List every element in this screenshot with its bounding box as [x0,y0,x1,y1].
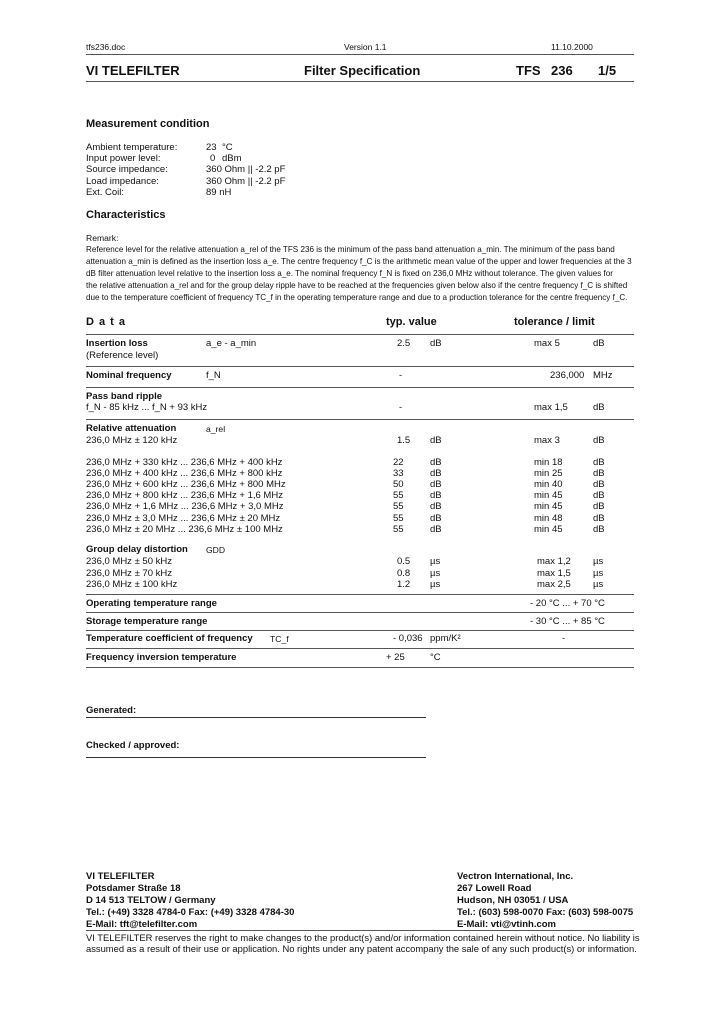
storage-temp-tol: - 30 °C ... + 85 °C [530,616,605,627]
gdd-unit: µs [430,556,441,567]
rel-att-tol: min 25 [534,468,563,479]
rel-att-range: 236,0 MHz ± 3,0 MHz ... 236,6 MHz ± 20 MHz [86,513,281,524]
pass-band-typ: - [399,402,403,413]
col-data-header: D a t a [86,316,127,328]
rel-att-unit: dB [430,435,442,446]
disclaimer-line: assumed as a result of their use or application. No rights under any patent accompany the sale of any such product(s) or information. [86,943,637,954]
insertion-loss-tol-unit: dB [593,338,605,349]
insertion-loss-symbol: a_e - a_min [206,338,257,349]
version-label: Version 1.1 [344,42,387,52]
rel-att-unit: dB [430,468,442,479]
rel-att-unit: dB [430,457,442,468]
page-title: Filter Specification [304,63,421,78]
rel-att-range: 236,0 MHz + 1,6 MHz ... 236,6 MHz + 3,0 MHz [86,501,284,512]
disclaimer-line: VI TELEFILTER reserves the right to make changes to the product(s) and/or information contained herein without notice. No liability is [86,932,640,943]
rel-att-tol: min 40 [534,479,563,490]
freq-inversion-unit: °C [430,652,441,663]
footer-street: Potsdamer Straße 18 [86,883,181,894]
row-rule [86,594,634,595]
part-prefix: TFS [516,63,541,78]
insertion-loss-label: Insertion loss [86,338,148,349]
freq-inversion-label: Frequency inversion temperature [86,652,237,663]
nominal-frequency-symbol: f_N [206,370,221,381]
gdd-range: 236,0 MHz ± 50 kHz [86,556,172,567]
measurement-value: 360 Ohm || -2.2 pF [206,164,286,175]
remark-line: Reference level for the relative attenuation a_rel of the TFS 236 is the minimum of the pass band attenuation a_min. The minimum of the pass band [86,245,615,254]
footer-company: VI TELEFILTER [86,871,155,882]
generated-label: Generated: [86,705,137,716]
gdd-typ: 0.8 [397,568,411,579]
measurement-value: 89 nH [206,187,232,198]
relative-attenuation-symbol: a_rel [206,424,226,434]
rel-att-unit: dB [430,513,442,524]
rel-att-tol-unit: dB [593,501,605,512]
remark-line: due to the temperature coefficient of frequency TC_f in the operating temperature range and due to a production tolerance for the centre frequency f_C. [86,293,628,302]
measurement-label: Load impedance: [86,176,159,187]
measurement-value: 360 Ohm || -2.2 pF [206,176,286,187]
row-rule [86,419,634,420]
characteristics-heading: Characteristics [86,209,166,221]
gdd-tol-unit: µs [593,579,604,590]
row-rule [86,366,634,367]
pass-band-tol-unit: dB [593,402,605,413]
rel-att-tol: min 18 [534,457,563,468]
footer-rule [86,930,634,931]
col-typ-header: typ. value [386,316,437,328]
pass-band-tol: max 1,5 [534,402,568,413]
rel-att-tol-unit: dB [593,457,605,468]
rel-att-range: 236,0 MHz ± 120 kHz [86,435,178,446]
rel-att-typ: 33 [393,468,404,479]
row-rule [86,648,634,649]
gdd-unit: µs [430,568,441,579]
rel-att-tol-unit: dB [593,479,605,490]
footer-phone: Tel.: (603) 598-0070 Fax: (603) 598-0075 [457,907,634,918]
rel-att-tol: min 45 [534,490,563,501]
nominal-frequency-tol: 236,000 [550,370,585,381]
rel-att-typ: 55 [393,524,404,535]
rel-att-range: 236,0 MHz ± 20 MHz ... 236,6 MHz ± 100 MHz [86,524,283,535]
page-number: 1/5 [598,63,617,78]
insertion-loss-sublabel: (Reference level) [86,350,159,361]
group-delay-symbol: GDD [206,545,226,555]
group-delay-label: Group delay distortion [86,544,188,555]
col-tol-header: tolerance / limit [514,316,595,328]
rel-att-typ: 50 [393,479,404,490]
measurement-label: Input power level: [86,153,161,164]
nominal-frequency-label: Nominal frequency [86,370,172,381]
footer-company: Vectron International, Inc. [457,871,574,882]
relative-attenuation-label: Relative attenuation [86,423,177,434]
rel-att-range: 236,0 MHz + 330 kHz ... 236,6 MHz + 400 kHz [86,457,283,468]
storage-temp-label: Storage temperature range [86,616,208,627]
generated-signature-line [86,717,426,718]
rel-att-typ: 55 [393,501,404,512]
measurement-value: 0 [210,153,216,164]
insertion-loss-typ-unit: dB [430,338,442,349]
rel-att-tol-unit: dB [593,524,605,535]
gdd-typ: 0.5 [397,556,411,567]
gdd-range: 236,0 MHz ± 100 kHz [86,579,178,590]
footer-email[interactable]: E-Mail: tft@telefilter.com [86,919,198,930]
rel-att-tol: min 45 [534,501,563,512]
gdd-tol: max 2,5 [537,579,571,590]
rel-att-tol-unit: dB [593,513,605,524]
row-rule [86,667,634,668]
measurement-unit: dBm [222,153,242,164]
temp-coeff-label: Temperature coefficient of frequency [86,633,253,644]
header-rule [86,54,634,55]
freq-inversion-typ: + 25 [386,652,405,663]
rel-att-range: 236,0 MHz + 400 kHz ... 236,6 MHz + 800 kHz [86,468,283,479]
rel-att-tol-unit: dB [593,435,605,446]
measurement-label: Ext. Coil: [86,187,125,198]
file-name: tfs236.doc [86,42,126,52]
temp-coeff-typ: - 0,036 [393,633,423,644]
measurement-label: Ambient temperature: [86,142,178,153]
operating-temp-label: Operating temperature range [86,598,217,609]
measurement-unit: °C [222,142,233,153]
remark-line: attenuation a_min is defined as the insertion loss a_e. The centre frequency f_C is the arithmetic mean value of the upper and lower frequencies at the 3 [86,257,632,266]
rel-att-tol-unit: dB [593,490,605,501]
gdd-tol: max 1,2 [537,556,571,567]
checked-signature-line [86,757,426,758]
measurement-value: 23 [206,142,217,153]
footer-city: D 14 513 TELTOW / Germany [86,895,216,906]
company-logo-text: VI TELEFILTER [86,63,180,78]
rel-att-typ: 55 [393,513,404,524]
gdd-tol-unit: µs [593,556,604,567]
rel-att-unit: dB [430,524,442,535]
table-header-rule [86,334,634,335]
footer-phone: Tel.: (+49) 3328 4784-0 Fax: (+49) 3328 4784-30 [86,907,295,918]
rel-att-typ: 1.5 [397,435,411,446]
checked-label: Checked / approved: [86,740,180,751]
remark-line: the relative attenuation a_rel and for the group delay ripple have to be reached at the frequencies given below also if the centre frequency f_C is shifted [86,281,628,290]
rel-att-tol: min 45 [534,524,563,535]
rel-att-typ: 55 [393,490,404,501]
title-rule [86,81,634,82]
row-rule [86,630,634,631]
rel-att-unit: dB [430,490,442,501]
rel-att-range: 236,0 MHz + 600 kHz ... 236,6 MHz + 800 MHz [86,479,286,490]
rel-att-unit: dB [430,479,442,490]
gdd-tol: max 1,5 [537,568,571,579]
doc-date: 11.10.2000 [551,42,593,52]
nominal-frequency-tol-unit: MHz [593,370,613,381]
rel-att-range: 236,0 MHz + 800 kHz ... 236,6 MHz + 1,6 MHz [86,490,283,501]
rel-att-unit: dB [430,501,442,512]
remark-label: Remark: [86,233,119,243]
footer-city: Hudson, NH 03051 / USA [457,895,569,906]
gdd-tol-unit: µs [593,568,604,579]
insertion-loss-typ: 2.5 [397,338,411,349]
temp-coeff-symbol: TC_f [270,634,289,644]
rel-att-tol: max 3 [534,435,560,446]
part-number: 236 [551,63,573,78]
row-rule [86,612,634,613]
footer-street: 267 Lowell Road [457,883,532,894]
nominal-frequency-typ: - [399,370,403,381]
temp-coeff-tol: - [562,633,566,644]
rel-att-typ: 22 [393,457,404,468]
pass-band-range: f_N - 85 kHz ... f_N + 93 kHz [86,402,208,413]
temp-coeff-unit: ppm/K² [430,633,461,644]
gdd-range: 236,0 MHz ± 70 kHz [86,568,172,579]
operating-temp-tol: - 20 °C ... + 70 °C [530,598,605,609]
measurement-heading: Measurement condition [86,118,210,130]
remark-line: dB filter attenuation level relative to the insertion loss a_e. The nominal frequency f_N is fixed on 236,0 MHz without tolerance. The given values for [86,269,613,278]
gdd-unit: µs [430,579,441,590]
row-rule [86,387,634,388]
insertion-loss-tol: max 5 [534,338,560,349]
gdd-typ: 1.2 [397,579,411,590]
pass-band-ripple-label: Pass band ripple [86,391,163,402]
rel-att-tol: min 48 [534,513,563,524]
footer-email[interactable]: E-Mail: vti@vtinh.com [457,919,556,930]
rel-att-tol-unit: dB [593,468,605,479]
measurement-label: Source impedance: [86,164,168,175]
